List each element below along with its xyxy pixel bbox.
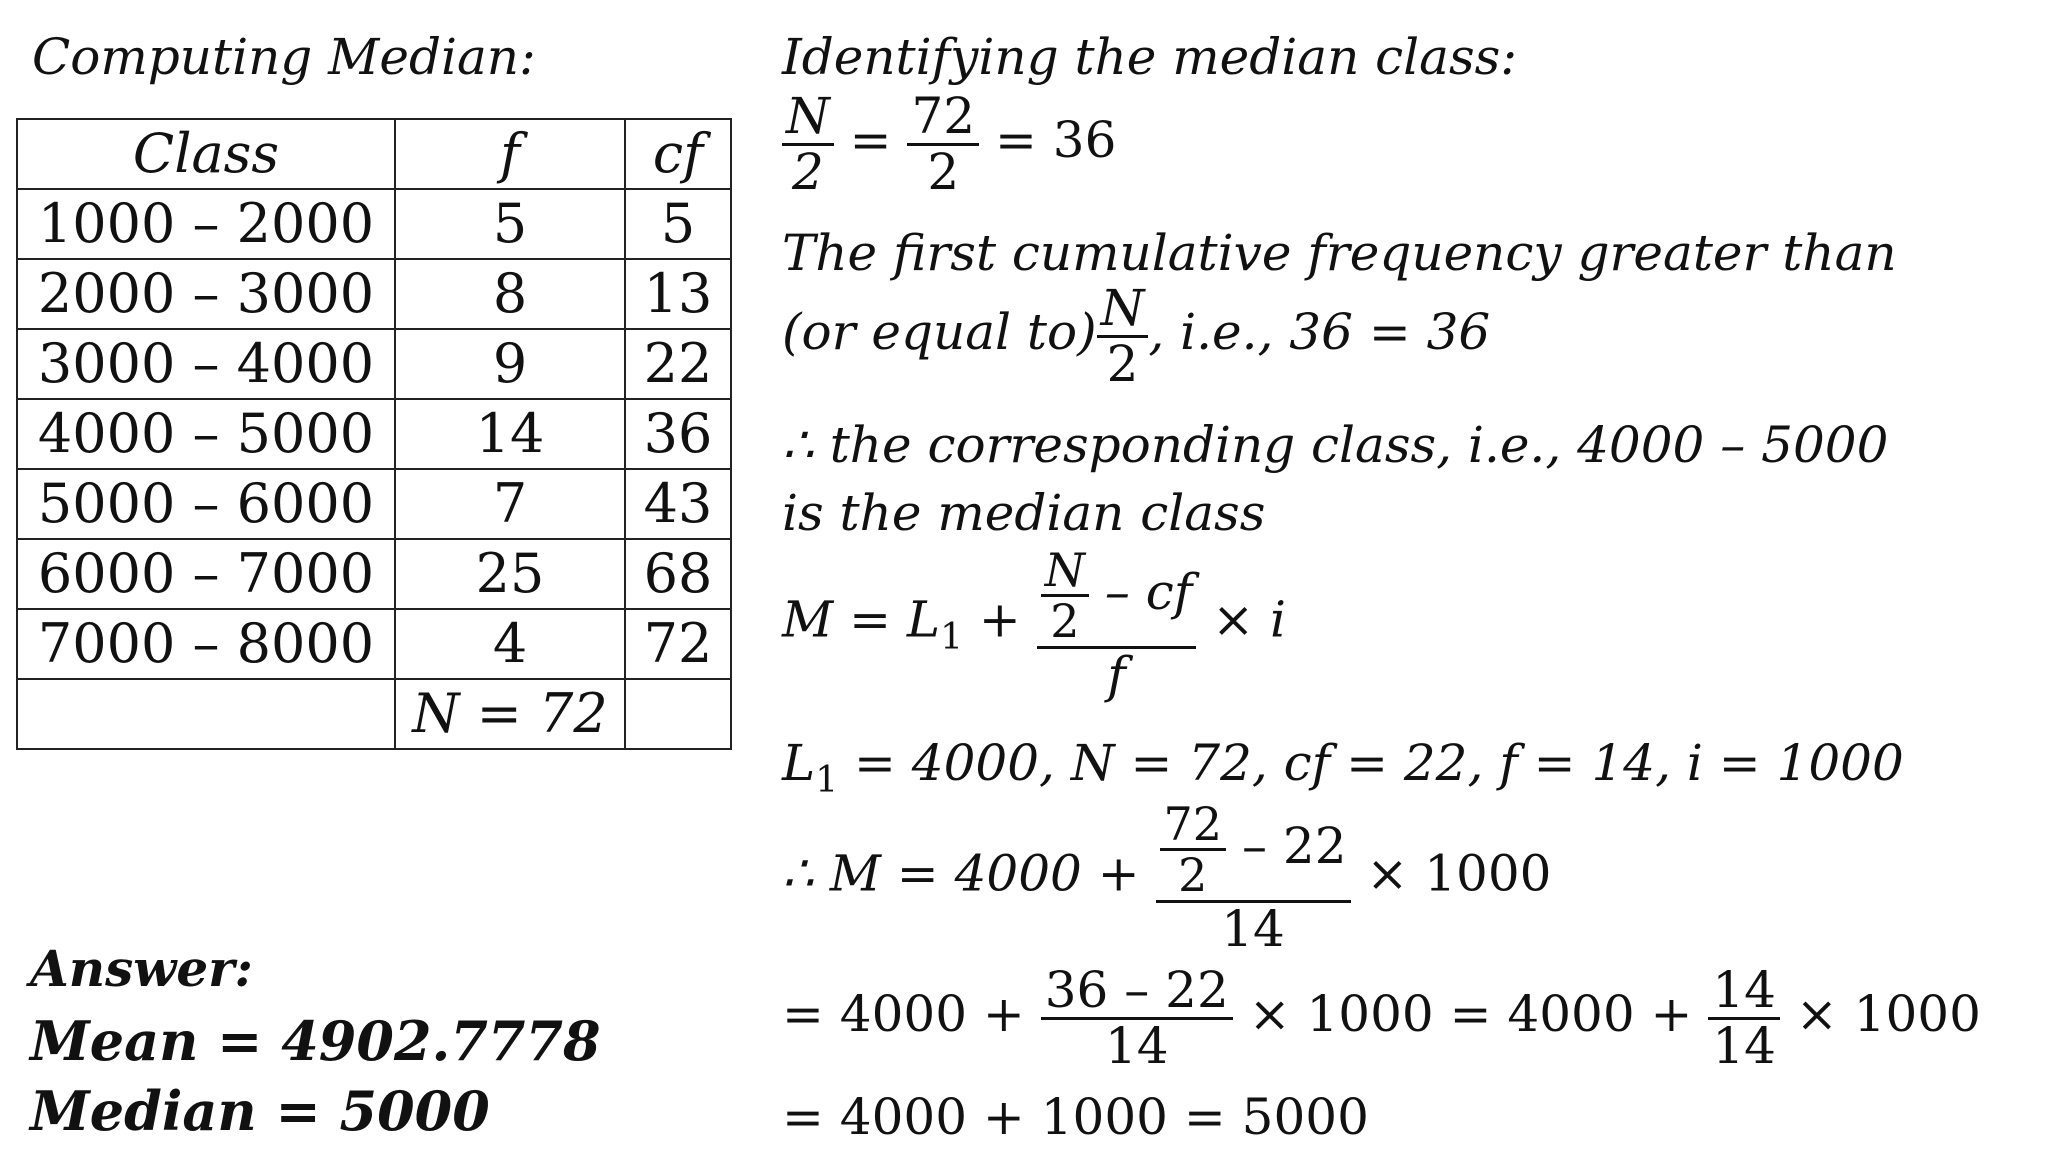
class-cell: 1000 – 2000 xyxy=(17,189,395,259)
fraction-72-over-2: $\frac{72}{2}$ xyxy=(907,90,979,198)
cf-cell: 13 xyxy=(625,259,731,329)
class-cell: 6000 – 7000 xyxy=(17,539,395,609)
class-cell: 4000 – 5000 xyxy=(17,399,395,469)
frequency-table xyxy=(16,118,732,750)
empty-cell xyxy=(17,679,395,749)
table-row xyxy=(17,189,731,259)
formula-fraction: $\frac{N}{2}$ – cf f xyxy=(1037,546,1197,701)
table-row xyxy=(17,539,731,609)
median-class-line: is the median class xyxy=(782,484,1266,542)
fraction-72-over-2: $\frac{72}{2}$ xyxy=(1160,800,1227,900)
class-cell: 3000 – 4000 xyxy=(17,329,395,399)
cf-cell: 5 xyxy=(625,189,731,259)
frequency-cell: 25 xyxy=(395,539,625,609)
header-class: Class xyxy=(17,119,395,189)
class-cell: 2000 – 3000 xyxy=(17,259,395,329)
fraction-14-over-14: $\frac{14}{14}$ xyxy=(1708,964,1780,1072)
table-row xyxy=(17,469,731,539)
substitution-step-2: = 4000 + $\frac{36 - 22}{14}$ × 1000 = 4000 + $\frac{14}{14}$ × 1000 xyxy=(782,961,1981,1075)
corresponding-class-line: ∴ the corresponding class, i.e., 4000 – 5000 xyxy=(782,416,1889,474)
table-header-row xyxy=(17,119,731,189)
fraction-n-over-2: $\frac{N}{2}$ xyxy=(1097,282,1149,390)
section-heading: Identifying the median class: xyxy=(782,28,1518,86)
median-formula: $M = L_1$ + $\frac{N}{2}$ – cf f × i xyxy=(782,543,1286,704)
frequency-cell: 4 xyxy=(395,609,625,679)
page-title: Computing Median: xyxy=(32,28,536,86)
cf-cell: 36 xyxy=(625,399,731,469)
cf-cell: 43 xyxy=(625,469,731,539)
table-row xyxy=(17,259,731,329)
table-row xyxy=(17,399,731,469)
class-cell: 7000 – 8000 xyxy=(17,609,395,679)
frequency-cell: 14 xyxy=(395,399,625,469)
values-line: $L_1 = 4000$, N = 72, cf = 22, f = 14, i = 1000 xyxy=(782,734,1904,801)
n-half-equation: $\frac{N}{2}$ = $\frac{72}{2}$ = 36 xyxy=(782,90,1116,198)
table-total-row xyxy=(17,679,731,749)
cf-cell: 22 xyxy=(625,329,731,399)
fraction-n-over-2: $\frac{N}{2}$ xyxy=(782,90,834,198)
cf-cell: 72 xyxy=(625,609,731,679)
header-cumulative-frequency: cf xyxy=(625,119,731,189)
answer-label: Answer: xyxy=(30,939,253,998)
frequency-cell: 8 xyxy=(395,259,625,329)
answer-median: Median = 5000 xyxy=(30,1079,490,1143)
header-frequency: f xyxy=(395,119,625,189)
table-row xyxy=(17,329,731,399)
substitution-step-1: ∴ M = 4000 + $\frac{72}{2}$ – 22 14 × 1000 xyxy=(782,797,1552,958)
fraction-36-minus-22-over-14: $\frac{36 - 22}{14}$ xyxy=(1041,964,1233,1072)
final-result: = 4000 + 1000 = 5000 xyxy=(782,1088,1369,1146)
first-cf-line: The first cumulative frequency greater than xyxy=(782,224,1897,282)
answer-mean: Mean = 4902.7778 xyxy=(30,1009,601,1073)
frequency-cell: 7 xyxy=(395,469,625,539)
total-cell: N = 72 xyxy=(395,679,625,749)
frequency-cell: 5 xyxy=(395,189,625,259)
class-cell: 5000 – 6000 xyxy=(17,469,395,539)
frequency-cell: 9 xyxy=(395,329,625,399)
substitution-fraction: $\frac{72}{2}$ – 22 14 xyxy=(1156,800,1351,955)
or-equal-line: (or equal to) $\frac{N}{2}$ , i.e., 36 = 36 xyxy=(782,279,1491,393)
fraction-n-over-2: $\frac{N}{2}$ xyxy=(1041,546,1089,646)
empty-cell xyxy=(625,679,731,749)
cf-cell: 68 xyxy=(625,539,731,609)
table-row xyxy=(17,609,731,679)
